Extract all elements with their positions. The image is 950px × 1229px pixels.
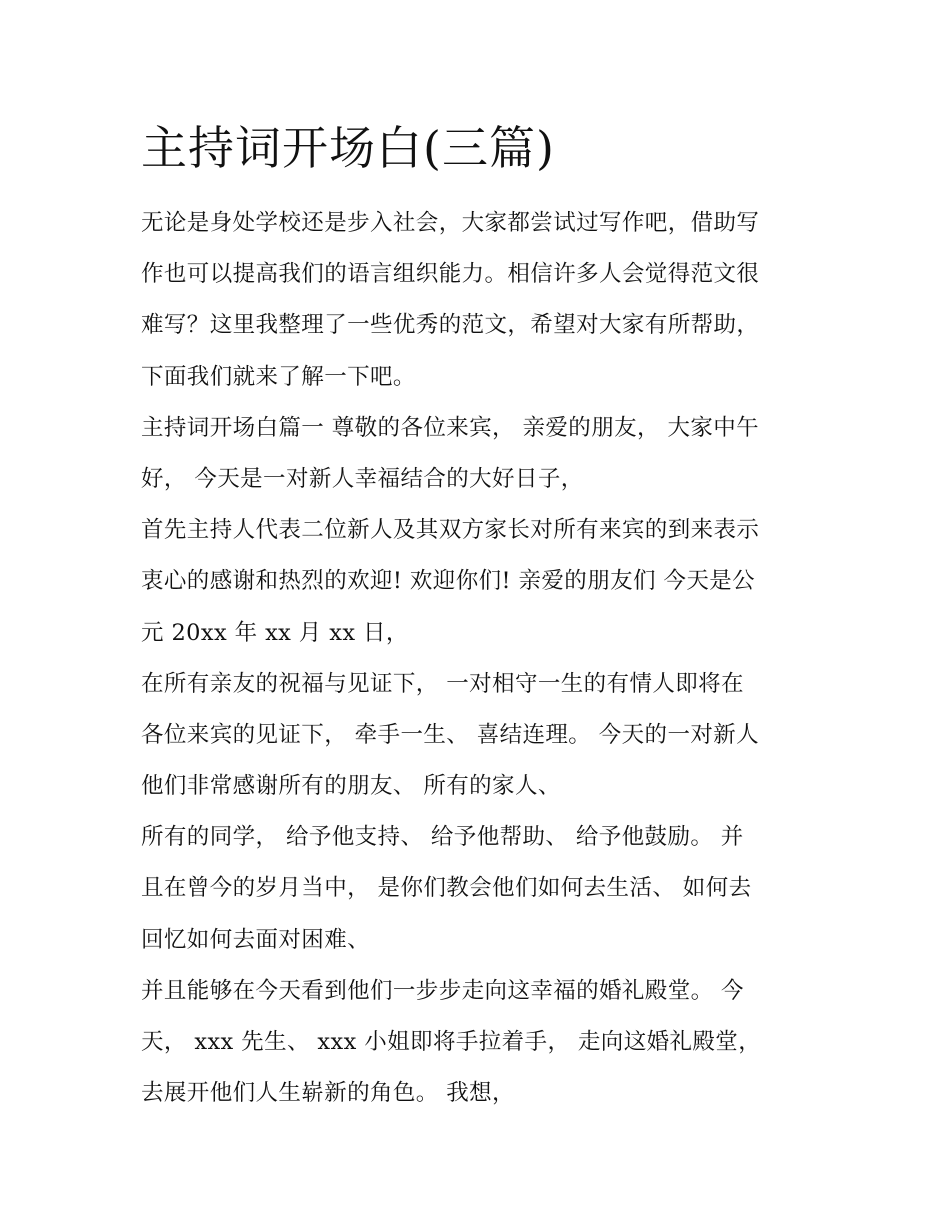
text-line: 各位来宾的见证下， 牵手一生、 喜结连理。 今天的一对新人: [141, 721, 760, 748]
text-line: 天， xxx 先生、 xxx 小姐即将手拉着手， 走向这婚礼殿堂，: [141, 1029, 762, 1055]
text-line: 无论是身处学校还是步入社会，大家都尝试过写作吧，借助写: [141, 210, 760, 236]
text-line: 他们非常感谢所有的朋友、 所有的家人、: [141, 773, 561, 800]
text-line: 衷心的感谢和热烈的欢迎! 欢迎你们! 亲爱的朋友们 今天是公: [141, 568, 756, 595]
text-line: 下面我们就来了解一下吧。: [141, 363, 416, 390]
text-line: 元 20xx 年 xx 月 xx 日，: [141, 619, 409, 646]
text-line: 回忆如何去面对困难、: [141, 926, 371, 953]
text-line: 作也可以提高我们的语言组织能力。相信许多人会觉得范文很: [141, 261, 760, 288]
text-line: 好， 今天是一对新人幸福结合的大好日子，: [141, 465, 584, 492]
text-line: 所有的同学， 给予他支持、 给予他帮助、 给予他鼓励。 并: [141, 824, 744, 851]
text-line: 主持词开场白篇一 尊敬的各位来宾， 亲爱的朋友， 大家中午: [141, 414, 760, 441]
text-line: 且在曾今的岁月当中， 是你们教会他们如何去生活、 如何去: [141, 875, 752, 902]
text-line: 并且能够在今天看到他们一步步走向这幸福的婚礼殿堂。 今: [141, 977, 744, 1004]
text-line: 去展开他们人生崭新的角色。 我想，: [141, 1080, 515, 1107]
document-body: [141, 198, 821, 1119]
document-title: 主持词开场白(三篇): [141, 121, 555, 175]
text-line: 首先主持人代表二位新人及其双方家长对所有来宾的到来表示: [141, 517, 760, 544]
text-line: 在所有亲友的祝福与见证下， 一对相守一生的有情人即将在: [141, 670, 744, 697]
text-line: 难写？这里我整理了一些优秀的范文，希望对大家有所帮助，: [141, 312, 760, 339]
